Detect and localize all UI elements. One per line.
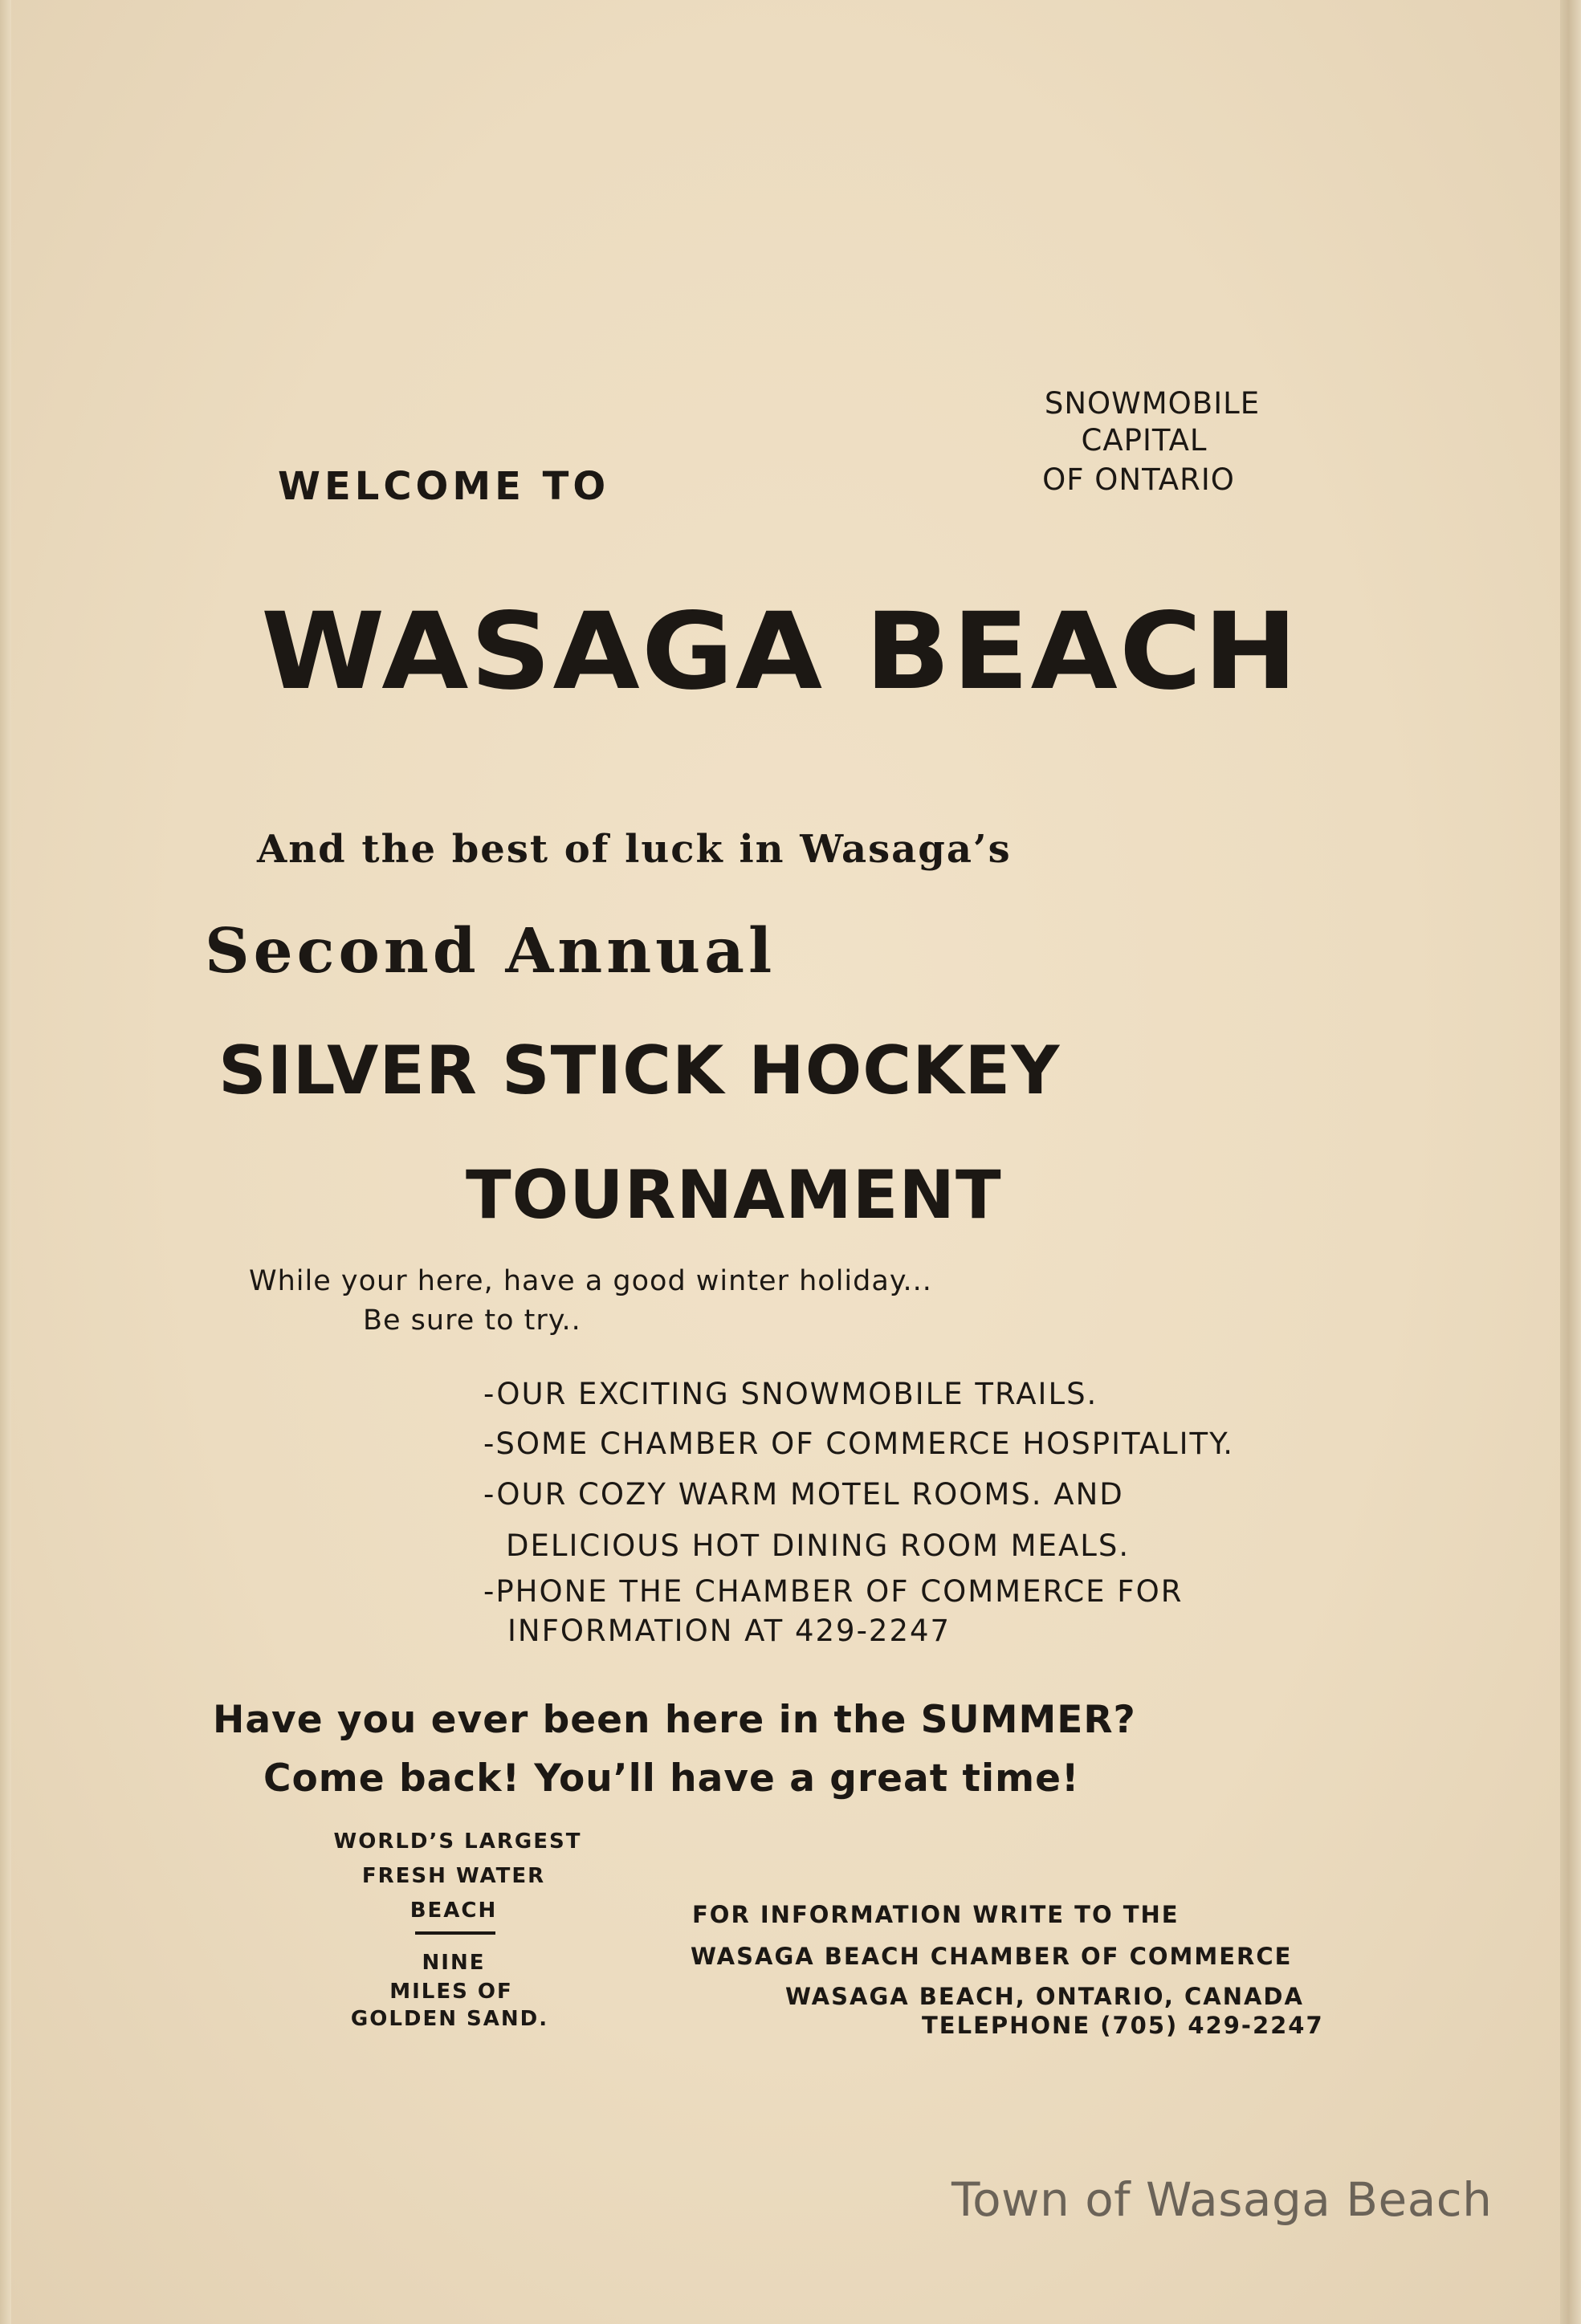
beach-fact-line: GOLDEN SAND.: [350, 2007, 549, 2031]
contact-address: WASAGA BEACH, ONTARIO, CANADA: [785, 1983, 1304, 2010]
contact-intro: FOR INFORMATION WRITE TO THE: [692, 1901, 1180, 1928]
tagline-line-2: CAPITAL: [1081, 423, 1208, 458]
tagline-line-3: OF ONTARIO: [1042, 462, 1235, 497]
beach-fact-line: BEACH: [410, 1899, 498, 1923]
watermark-text: Town of Wasaga Beach: [951, 2172, 1493, 2227]
beach-fact-line: WORLD’S LARGEST: [333, 1829, 582, 1854]
activity-item: -OUR EXCITING SNOWMOBILE TRAILS.: [483, 1377, 1098, 1411]
activity-item: -SOME CHAMBER OF COMMERCE HOSPITALITY.: [483, 1427, 1235, 1461]
holiday-line-1: While your here, have a good winter holiday...: [249, 1265, 932, 1297]
luck-line: And the best of luck in Wasaga’s: [257, 827, 1012, 872]
activity-item: -OUR COZY WARM MOTEL ROOMS. AND: [483, 1477, 1124, 1512]
beach-fact-divider: [415, 1931, 495, 1935]
beach-fact-line: FRESH WATER: [361, 1864, 546, 1888]
beach-fact-line: MILES OF: [389, 1980, 513, 2004]
tagline-line-1: SNOWMOBILE: [1044, 386, 1261, 421]
edition-heading: Second Annual: [205, 915, 776, 987]
contact-organization: WASAGA BEACH CHAMBER OF COMMERCE: [691, 1943, 1293, 1970]
summer-invite: Come back! You’ll have a great time!: [263, 1756, 1080, 1801]
welcome-heading: WELCOME TO: [278, 464, 610, 509]
activity-item-continued: INFORMATION AT 429-2247: [507, 1614, 951, 1648]
beach-fact-line: NINE: [422, 1951, 486, 1975]
activity-item: -PHONE THE CHAMBER OF COMMERCE FOR: [483, 1574, 1184, 1609]
holiday-line-2: Be sure to try..: [363, 1304, 581, 1337]
page-left-edge: [0, 0, 11, 2324]
activity-item-continued: DELICIOUS HOT DINING ROOM MEALS.: [506, 1528, 1131, 1563]
event-name-line-2: TOURNAMENT: [466, 1156, 1002, 1234]
contact-telephone: TELEPHONE (705) 429-2247: [922, 2012, 1324, 2039]
page-spine: [1560, 0, 1581, 2324]
event-name-line-1: SILVER STICK HOCKEY: [218, 1032, 1061, 1109]
summer-question: Have you ever been here in the SUMMER?: [213, 1698, 1136, 1742]
town-name-title: WASAGA BEACH: [261, 590, 1300, 714]
